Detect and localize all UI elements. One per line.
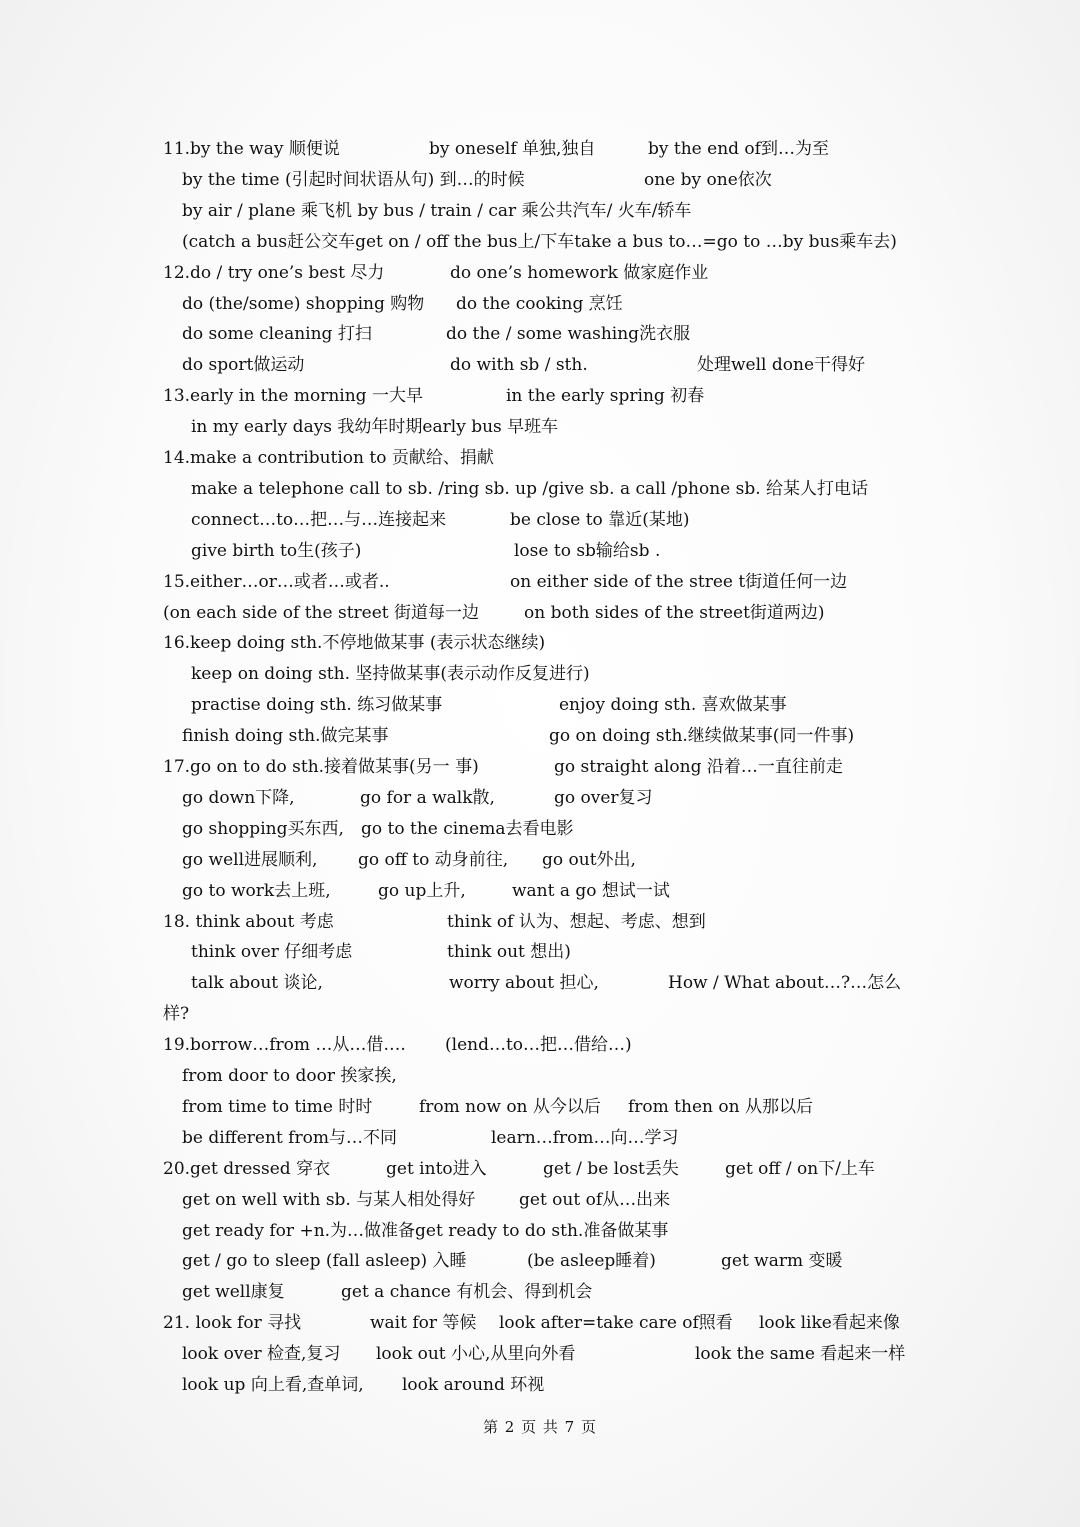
phrase-entry: give birth to生(孩子) [191, 541, 362, 561]
vocab-line [0, 1279, 1080, 1305]
vocab-line [0, 909, 1080, 935]
phrase-entry: do one’s homework 做家庭作业 [450, 263, 709, 283]
phrase-entry: 12.do / try one’s best 尽力 [163, 263, 385, 283]
phrase-entry: by oneself 单独,独自 [429, 139, 596, 159]
phrase-entry: go to work去上班, [182, 881, 331, 901]
phrase-entry: on both sides of the street街道两边) [524, 603, 825, 623]
vocab-line [0, 445, 1080, 471]
phrase-entry: get off / on下/上车 [725, 1159, 875, 1179]
phrase-entry: (on each side of the street 街道每一边 [163, 603, 480, 623]
phrase-entry: 样? [163, 1004, 190, 1024]
vocab-line [0, 785, 1080, 811]
phrase-entry: do with sb / sth. [450, 355, 588, 375]
phrase-entry: go straight along 沿着…一直往前走 [554, 757, 843, 777]
vocab-line [0, 383, 1080, 409]
phrase-entry: look around 环视 [402, 1375, 545, 1395]
vocab-line [0, 507, 1080, 533]
page-footer: 第 2 页 共 7 页 [483, 1418, 597, 1436]
phrase-entry: from now on 从今以后 [419, 1097, 601, 1117]
phrase-entry: go up上升, [378, 881, 466, 901]
phrase-entry: look over 检查,复习 [182, 1344, 341, 1364]
vocab-line [0, 723, 1080, 749]
phrase-entry: go over复习 [554, 788, 653, 808]
vocab-line [0, 1032, 1080, 1058]
phrase-entry: look after=take care of照看 [499, 1313, 733, 1333]
phrase-entry: finish doing sth.做完某事 [182, 726, 389, 746]
phrase-entry: one by one依次 [644, 170, 772, 190]
phrase-entry: do some cleaning 打扫 [182, 324, 372, 344]
phrase-entry: (lend…to…把…借给…) [445, 1035, 632, 1055]
phrase-entry: do sport做运动 [182, 355, 305, 375]
phrase-entry: wait for 等候 [370, 1313, 477, 1333]
vocab-line [0, 352, 1080, 378]
phrase-entry: do (the/some) shopping 购物 [182, 294, 425, 314]
phrase-entry: be close to 靠近(某地) [510, 510, 690, 530]
phrase-entry: think of 认为、想起、考虑、想到 [447, 912, 706, 932]
vocab-line [0, 1372, 1080, 1398]
vocab-line [0, 569, 1080, 595]
vocab-line [0, 1156, 1080, 1182]
phrase-entry: get / go to sleep (fall asleep) 入睡 [182, 1251, 467, 1271]
phrase-entry: go shopping买东西, [182, 819, 344, 839]
vocab-line [0, 167, 1080, 193]
vocab-line [0, 692, 1080, 718]
vocab-line [0, 1094, 1080, 1120]
phrase-entry: (be asleep睡着) [527, 1251, 656, 1271]
vocab-line [0, 321, 1080, 347]
phrase-entry: from time to time 时时 [182, 1097, 373, 1117]
phrase-entry: in the early spring 初春 [506, 386, 705, 406]
phrase-entry: go for a walk散, [360, 788, 495, 808]
phrase-entry: 14.make a contribution to 贡献给、捐献 [163, 448, 494, 468]
phrase-entry: get / be lost丢失 [543, 1159, 679, 1179]
phrase-entry: connect…to…把…与…连接起来 [191, 510, 447, 530]
phrase-entry: 11.by the way 顺便说 [163, 139, 340, 159]
phrase-entry: think over 仔细考虑 [191, 942, 353, 962]
phrase-entry: learn…from…向…学习 [491, 1128, 679, 1148]
vocab-line [0, 260, 1080, 286]
phrase-entry: get into进入 [386, 1159, 487, 1179]
vocab-line [0, 1001, 1080, 1027]
phrase-entry: worry about 担心, [449, 973, 599, 993]
vocab-line [0, 1187, 1080, 1213]
phrase-entry: go off to 动身前往, [358, 850, 509, 870]
phrase-entry: get out of从…出来 [519, 1190, 671, 1210]
phrase-entry: go out外出, [542, 850, 636, 870]
vocab-line [0, 847, 1080, 873]
phrase-entry: 17.go on to do sth.接着做某事(另一 事) [163, 757, 479, 777]
phrase-entry: by the end of到…为至 [648, 139, 829, 159]
vocab-line [0, 1248, 1080, 1274]
vocab-line [0, 1341, 1080, 1367]
phrase-entry: 19.borrow…from …从…借…. [163, 1035, 406, 1055]
phrase-entry: keep on doing sth. 坚持做某事(表示动作反复进行) [191, 664, 590, 684]
phrase-entry: get on well with sb. 与某人相处得好 [182, 1190, 476, 1210]
phrase-entry: by air / plane 乘飞机 by bus / train / car 乘公共汽车/ 火车/轿车 [182, 201, 692, 221]
vocab-line [0, 661, 1080, 687]
phrase-entry: 18. think about 考虑 [163, 912, 334, 932]
phrase-entry: in my early days 我幼年时期early bus 早班车 [191, 417, 559, 437]
phrase-entry: get a chance 有机会、得到机会 [341, 1282, 593, 1302]
vocab-line [0, 476, 1080, 502]
phrase-entry: look out 小心,从里向外看 [376, 1344, 576, 1364]
vocab-line [0, 1063, 1080, 1089]
phrase-entry: 21. look for 寻找 [163, 1313, 302, 1333]
phrase-entry: look up 向上看,查单词, [182, 1375, 364, 1395]
phrase-entry: 20.get dressed 穿衣 [163, 1159, 331, 1179]
phrase-entry: talk about 谈论, [191, 973, 323, 993]
phrase-entry: enjoy doing sth. 喜欢做某事 [559, 695, 787, 715]
phrase-entry: lose to sb输给sb . [514, 541, 661, 561]
phrase-entry: practise doing sth. 练习做某事 [191, 695, 443, 715]
vocab-line [0, 754, 1080, 780]
phrase-entry: 15.either…or…或者…或者.. [163, 572, 390, 592]
vocab-line [0, 939, 1080, 965]
vocab-line [0, 198, 1080, 224]
phrase-entry: 16.keep doing sth.不停地做某事 (表示状态继续) [163, 633, 546, 653]
vocab-line [0, 1125, 1080, 1151]
phrase-entry: do the cooking 烹饪 [456, 294, 623, 314]
vocab-line [0, 878, 1080, 904]
vocab-line [0, 816, 1080, 842]
phrase-entry: go to the cinema去看电影 [361, 819, 574, 839]
vocab-line [0, 136, 1080, 162]
phrase-entry: look the same 看起来一样 [695, 1344, 906, 1364]
phrase-entry: by the time (引起时间状语从句) 到…的时候 [182, 170, 525, 190]
phrase-entry: from then on 从那以后 [628, 1097, 813, 1117]
vocab-line [0, 538, 1080, 564]
phrase-entry: 13.early in the morning 一大早 [163, 386, 423, 406]
phrase-entry: (catch a bus赶公交车get on / off the bus上/下车take a bus to…=go to …by bus乘车去) [182, 232, 897, 252]
vocab-line [0, 1218, 1080, 1244]
vocab-line [0, 291, 1080, 317]
phrase-entry: be different from与…不同 [182, 1128, 397, 1148]
phrase-entry: go on doing sth.继续做某事(同一件事) [549, 726, 855, 746]
phrase-entry: get warm 变暖 [721, 1251, 843, 1271]
phrase-entry: make a telephone call to sb. /ring sb. up /give sb. a call /phone sb. 给某人打电话 [191, 479, 869, 499]
phrase-entry: from door to door 挨家挨, [182, 1066, 397, 1086]
phrase-entry: do the / some washing洗衣服 [446, 324, 691, 344]
phrase-entry: look like看起来像 [759, 1313, 900, 1333]
phrase-entry: How / What about…?…怎么 [668, 973, 902, 993]
phrase-entry: get ready for +n.为…做准备get ready to do sth.准备做某事 [182, 1221, 669, 1241]
vocab-line [0, 414, 1080, 440]
vocab-line [0, 229, 1080, 255]
phrase-entry: go well进展顺利, [182, 850, 318, 870]
phrase-entry: 处理well done干得好 [697, 355, 866, 375]
vocab-line [0, 970, 1080, 996]
phrase-entry: want a go 想试一试 [512, 881, 670, 901]
vocab-line [0, 600, 1080, 626]
phrase-entry: think out 想出) [447, 942, 571, 962]
phrase-entry: get well康复 [182, 1282, 285, 1302]
phrase-entry: on either side of the stree t街道任何一边 [510, 572, 848, 592]
vocab-line [0, 630, 1080, 656]
vocab-line [0, 1310, 1080, 1336]
phrase-entry: go down下降, [182, 788, 295, 808]
